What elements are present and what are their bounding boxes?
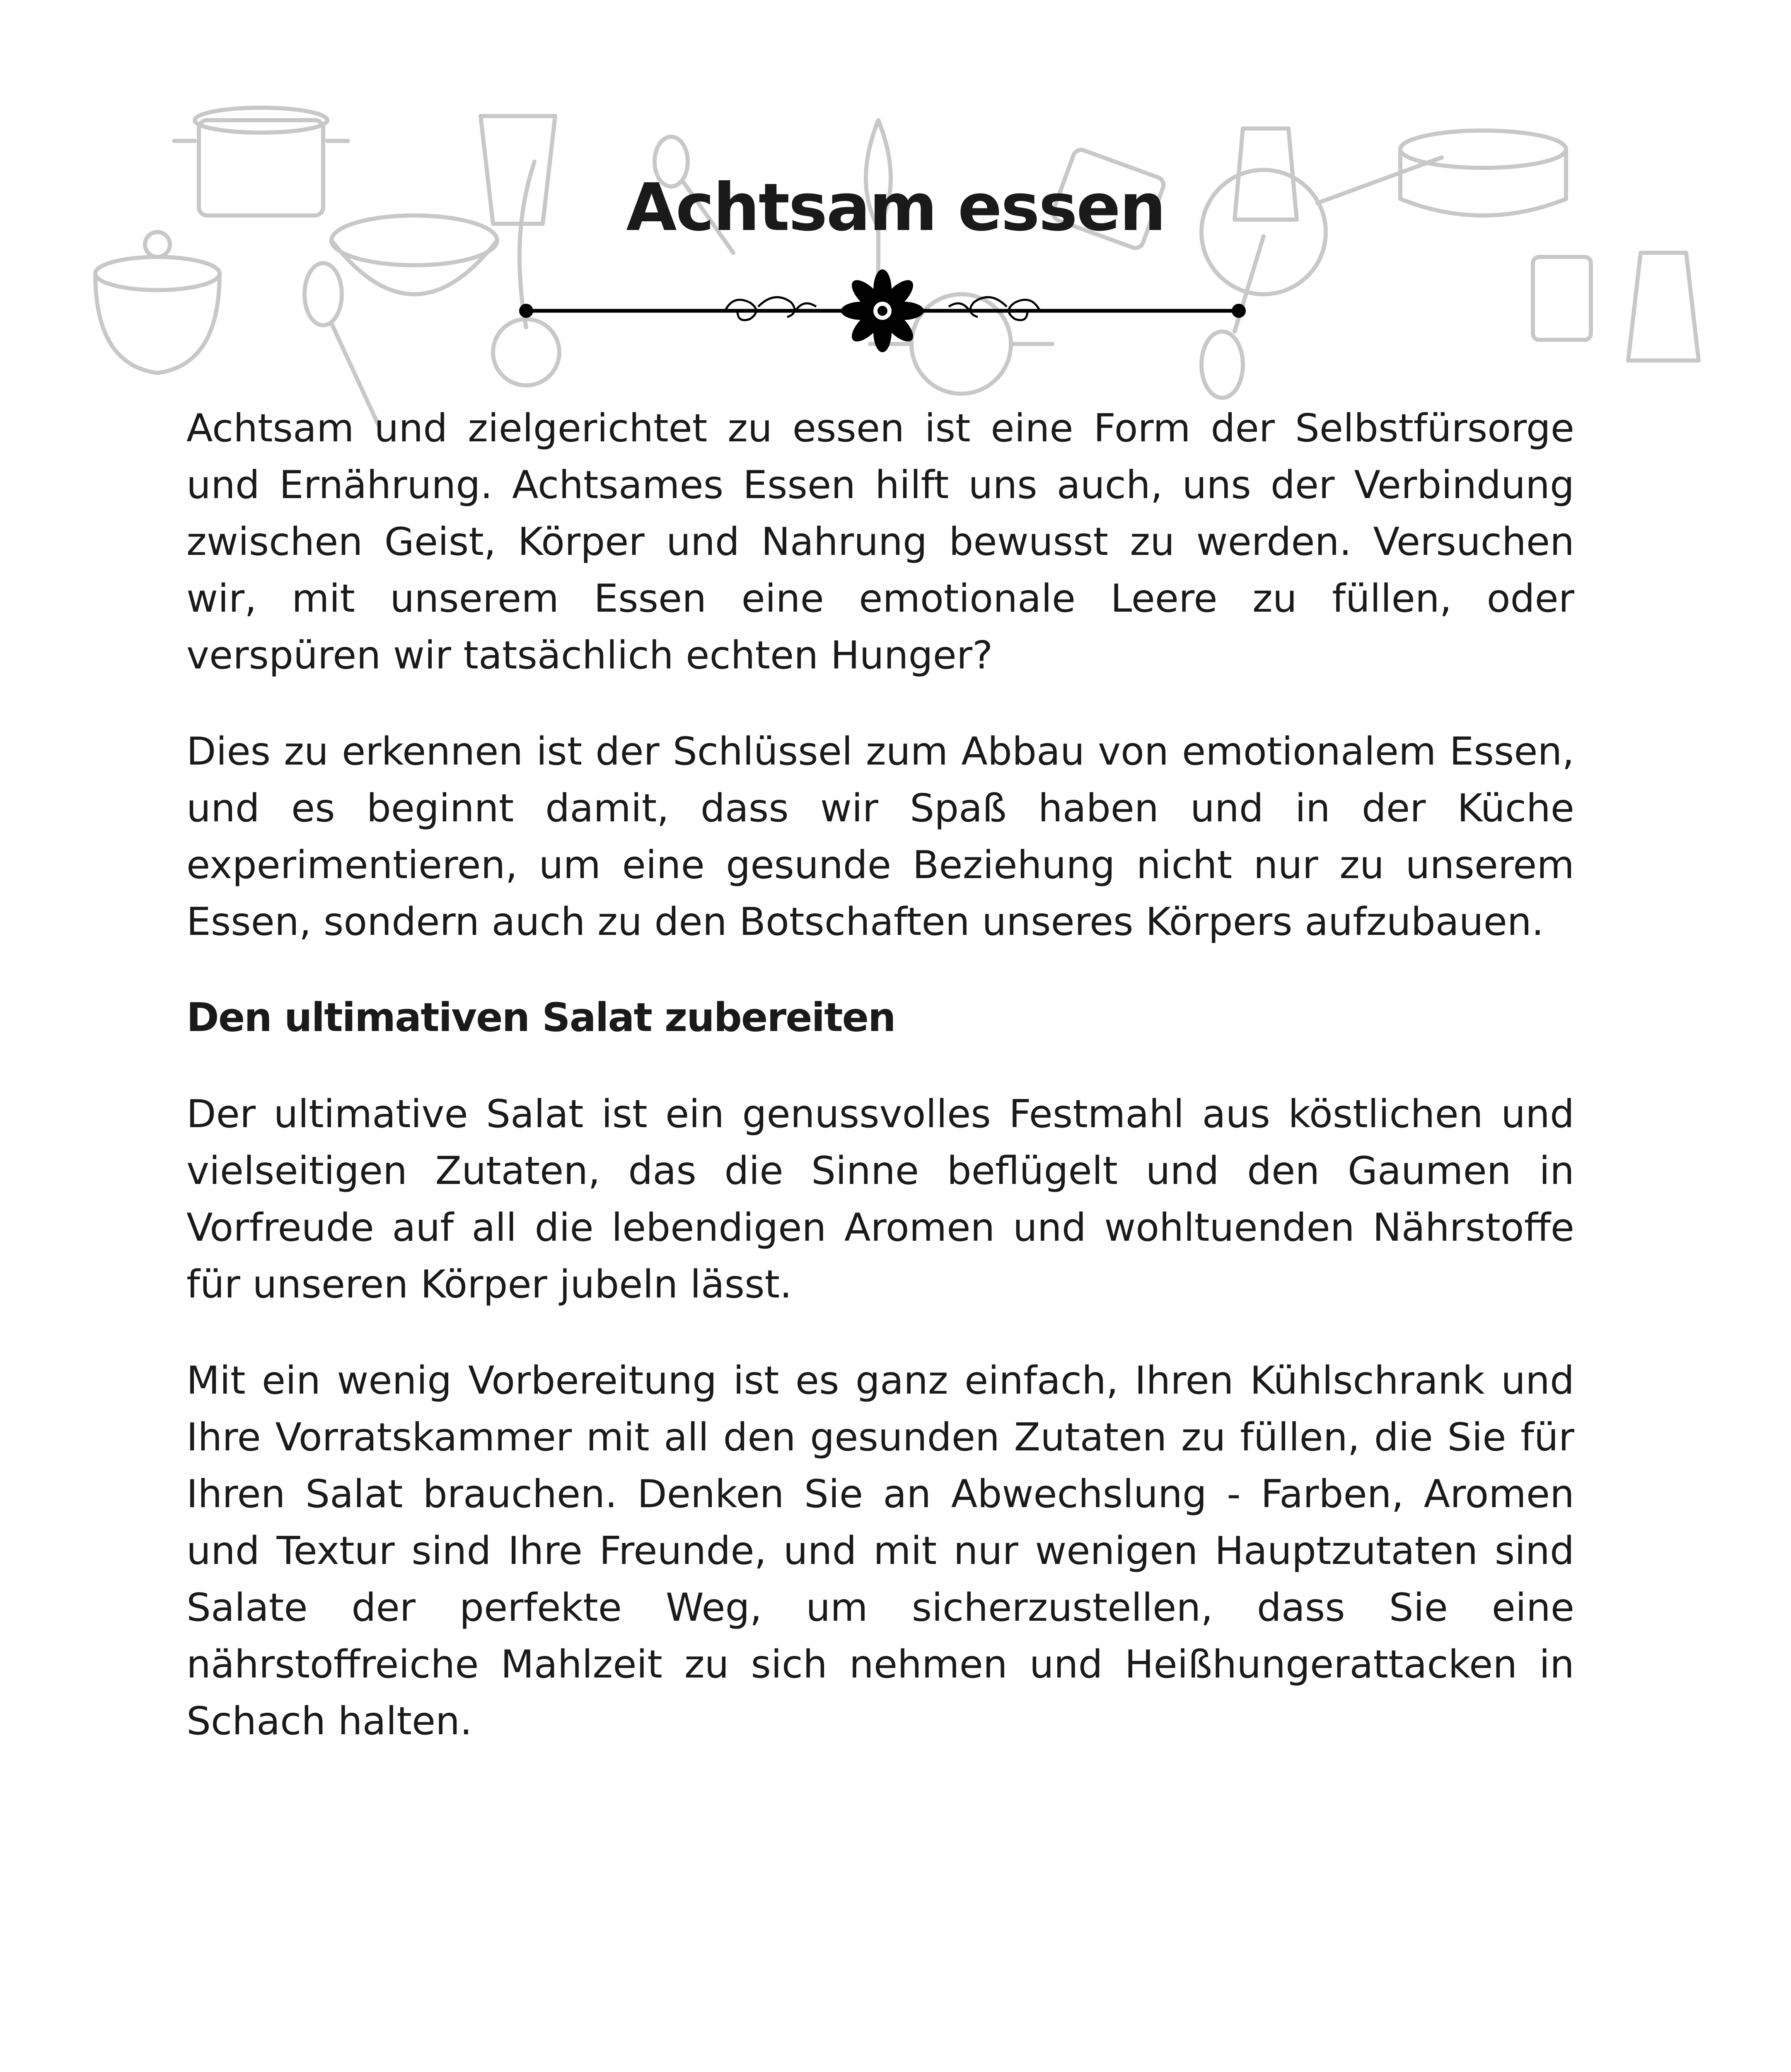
flower-ornament-icon bbox=[841, 269, 924, 352]
section-heading: Den ultimativen Salat zubereiten bbox=[186, 995, 895, 1041]
lidded-pot-icon bbox=[95, 232, 220, 373]
page-title: Achtsam essen bbox=[626, 169, 1165, 246]
grater-icon bbox=[1628, 253, 1699, 361]
intro-paragraph-1: Achtsam und zielgerichtet zu essen ist eine Form der Selbstfürsorge und Ernährung. Achtsames Essen hilft uns auch, uns der Verbindung zwischen Geist, Körper und Nahrung bewusst zu werden. Versuchen wir, mit unserem Essen eine emotionale Leere zu füllen, oder verspüren wir tatsächlich echten Hunger? bbox=[186, 406, 1574, 678]
kitchen-illustrations-top bbox=[0, 95, 1791, 427]
section-paragraph-2: Mit ein wenig Vorbereitung ist es ganz einfach, Ihren Kühlschrank und Ihre Vorratskammer mit all den gesunden Zutaten zu füllen, die Sie für Ihren Salat brauchen. Denken Sie an Abwechslung - Farben, Aromen und Textur sind Ihre Freunde, und mit nur wenigen Hauptzutaten sind Salate der perfekte Weg, um sicherzustellen, dass Sie eine nährstoffreiche Mahlzeit zu sich nehmen und Heißhungerattacken in Schach halten. bbox=[186, 1358, 1574, 1743]
ornamental-divider bbox=[510, 269, 1255, 352]
intro-paragraph-2: Dies zu erkennen ist der Schlüssel zum Abbau von emotionalem Essen, und es beginnt damit, dass wir Spaß haben und in der Küche experimentieren, um eine gesunde Beziehung nicht nur zu unserem Essen, sondern auch zu den Botschaften unseres Körpers aufzubauen. bbox=[186, 729, 1574, 944]
article-body bbox=[186, 400, 1574, 1789]
section-paragraph-1: Der ultimative Salat ist ein genussvolles Festmahl aus köstlichen und vielseitigen Zutaten, das die Sinne beflügelt und den Gaumen in Vorfreude auf all die lebendigen Aromen und wohltuenden Nährstoffe für unseren Körper jubeln lässt. bbox=[186, 1092, 1574, 1307]
kitchen-scale-icon bbox=[1533, 257, 1591, 340]
